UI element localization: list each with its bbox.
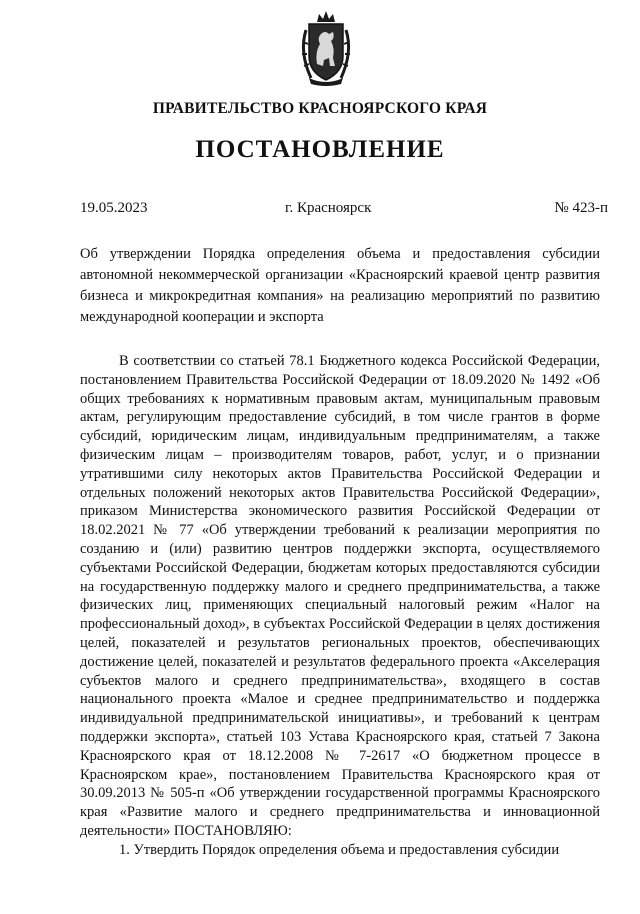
document-subject: Об утверждении Порядка определения объема и предоставления субсидии автономной некоммерческой организации «Красноярский краевой центр развития бизнеса и микрокредитная компания» на реализацию мероприятий по развитию международной кооперации и экспорта — [80, 246, 600, 325]
document-date: 19.05.2023 — [80, 200, 148, 216]
government-name: ПРАВИТЕЛЬСТВО КРАСНОЯРСКОГО КРАЯ — [152, 100, 488, 117]
document-number: № 423-п — [554, 200, 608, 216]
coat-of-arms-icon — [295, 8, 357, 88]
document-type-title: ПОСТАНОВЛЕНИЕ — [195, 136, 445, 163]
preamble-paragraph: В соответствии со статьей 78.1 Бюджетного кодекса Российской Федерации, постановлением Правительства Российской Федерации от 18.09.2020 № 1492 «Об общих требованиях к нормативным правовым актам, муниципальным правовым актам, регулирующим предоставление субсидий, в том числе грантов в форме субсидий, юридическим лицам, индивидуальным предпринимателям, а также физическим лицам – производителям товаров, работ, услуг, и о признании утратившими силу некоторых актов Правительства Российской Федерации и отдельных положений некоторых актов Правительства Российской Федерации», приказом Министерства экономического развития Российской Федерации от 18.02.2021 № 77 «Об утверждении требований к реализации мероприятия по созданию и (или) развитию центров поддержки экспорта, осуществляемого субъектами Российской Федерации, бюджетам которых предоставляются субсидии на государственную поддержку малого и среднего предпринимательства, а также физических лиц, применяющих специальный налоговый режим «Налог на профессиональный доход», в субъектах Российской Федерации в целях достижения целей, показателей и результатов региональных проектов, обеспечивающих достижение целей, показателей и результатов федерального проекта «Акселерация субъектов малого и среднего предпринимательства», входящего в состав национального проекта «Малое и среднее предпринимательство и поддержка индивидуальной предпринимательской инициативы», и требований к центрам поддержки экспорта», статьей 103 Устава Красноярского края, статьей 7 Закона Красноярского края от 18.12.2008 № 7-2617 «О бюджетном процессе в Красноярском крае», постановлением Правительства Красноярского края от 30.09.2013 № 505-п «Об утверждении государственной программы Красноярского края «Развитие малого и среднего предпринимательства и инновационной деятельности» ПОСТАНОВЛЯЮ: — [80, 353, 600, 839]
document-city: г. Красноярск — [285, 200, 372, 216]
document-body — [80, 352, 600, 860]
item-1-paragraph: 1. Утвердить Порядок определения объема и предоставления субсидии — [119, 841, 560, 858]
